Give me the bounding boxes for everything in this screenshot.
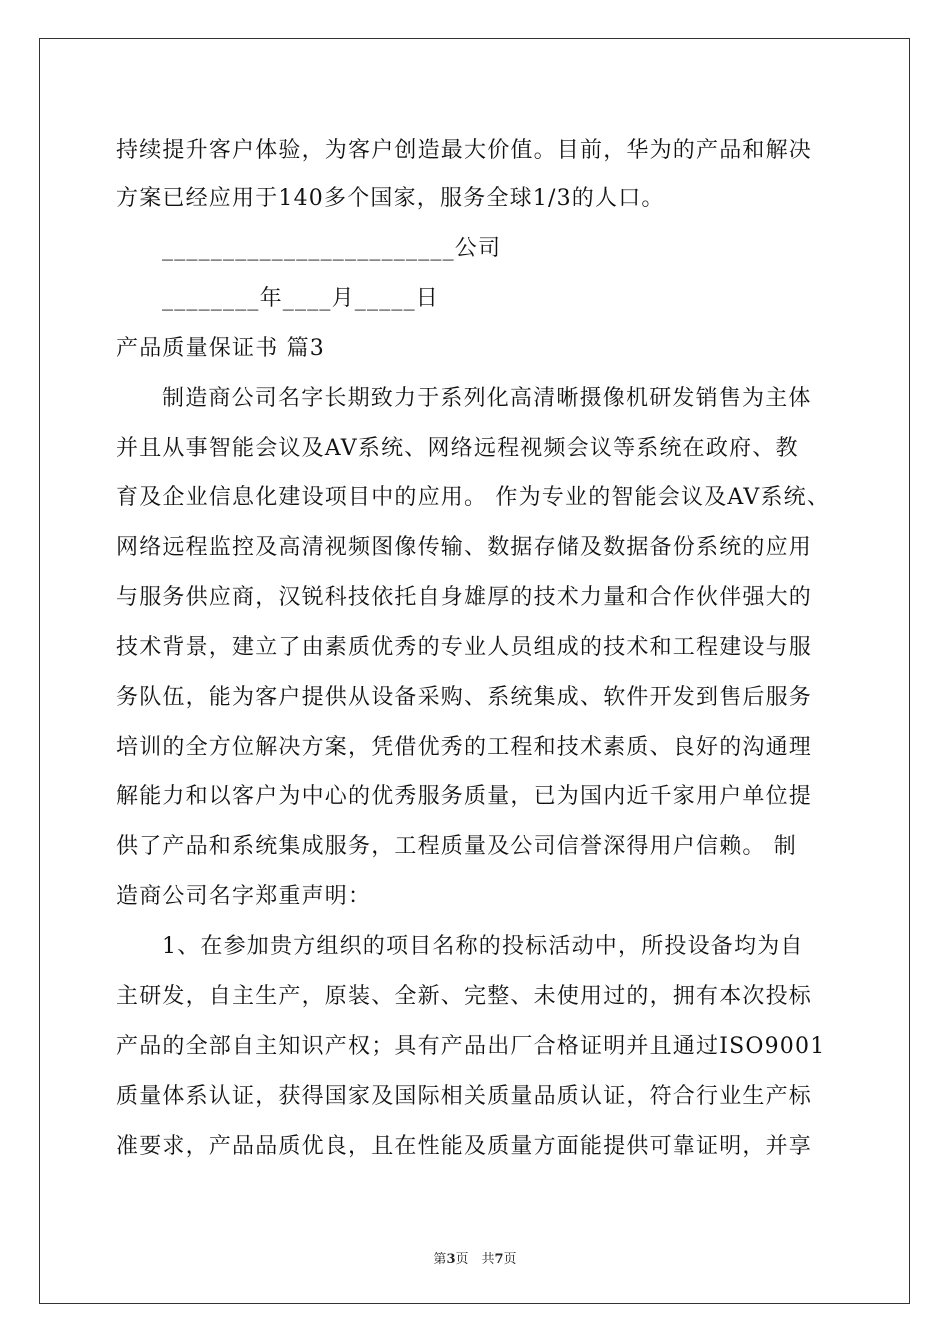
section-heading: 产品质量保证书 篇3 <box>116 336 325 361</box>
paragraph-line: 供了产品和系统集成服务，工程质量及公司信誉深得用户信赖。 制 <box>116 834 797 859</box>
paragraph-line: 制造商公司名字长期致力于系列化高清晰摄像机研发销售为主体 <box>162 386 812 411</box>
paragraph-line: 造商公司名字郑重声明： <box>116 884 372 909</box>
text-line-2: 方案已经应用于140多个国家，服务全球1/3的人口。 <box>116 186 665 211</box>
paragraph-line: 网络远程监控及高清视频图像传输、数据存储及数据备份系统的应用 <box>116 535 813 560</box>
date-signature-line: ________年____月_____日 <box>162 286 440 311</box>
company-signature-line: ________________________公司 <box>162 236 502 261</box>
text-line-1: 持续提升客户体验，为客户创造最大价值。目前，华为的产品和解决 <box>116 138 813 163</box>
page-prefix: 第 <box>433 1252 447 1267</box>
list-item-line: 产品的全部自主知识产权；具有产品出厂合格证明并且通过ISO9001 <box>116 1034 826 1059</box>
paragraph-line: 培训的全方位解决方案，凭借优秀的工程和技术素质、良好的沟通理 <box>116 735 813 760</box>
paragraph-line: 与服务供应商，汉锐科技依托自身雄厚的技术力量和合作伙伴强大的 <box>116 585 813 610</box>
paragraph-line: 育及企业信息化建设项目中的应用。 作为专业的智能会议及AV系统、 <box>116 485 831 510</box>
list-item-line: 1、在参加贵方组织的项目名称的投标活动中，所投设备均为自 <box>162 934 804 959</box>
paragraph-line: 并且从事智能会议及AV系统、网络远程视频会议等系统在政府、教 <box>116 436 799 461</box>
paragraph-line: 技术背景，建立了由素质优秀的专业人员组成的技术和工程建设与服 <box>116 635 813 660</box>
page-mid: 页 共 <box>455 1252 495 1267</box>
paragraph-line: 解能力和以客户为中心的优秀服务质量，已为国内近千家用户单位提 <box>116 784 813 809</box>
page-suffix: 页 <box>503 1252 517 1267</box>
current-page-number: 3 <box>446 1252 456 1267</box>
page-border <box>39 38 910 1304</box>
list-item-line: 质量体系认证，获得国家及国际相关质量品质认证，符合行业生产标 <box>116 1084 813 1109</box>
page-number-footer <box>0 1248 950 1267</box>
paragraph-line: 务队伍，能为客户提供从设备采购、系统集成、软件开发到售后服务 <box>116 685 813 710</box>
list-item-line: 主研发，自主生产，原装、全新、完整、未使用过的，拥有本次投标 <box>116 984 813 1009</box>
total-page-count: 7 <box>494 1252 504 1267</box>
list-item-line: 准要求，产品品质优良，且在性能及质量方面能提供可靠证明，并享 <box>116 1134 813 1159</box>
